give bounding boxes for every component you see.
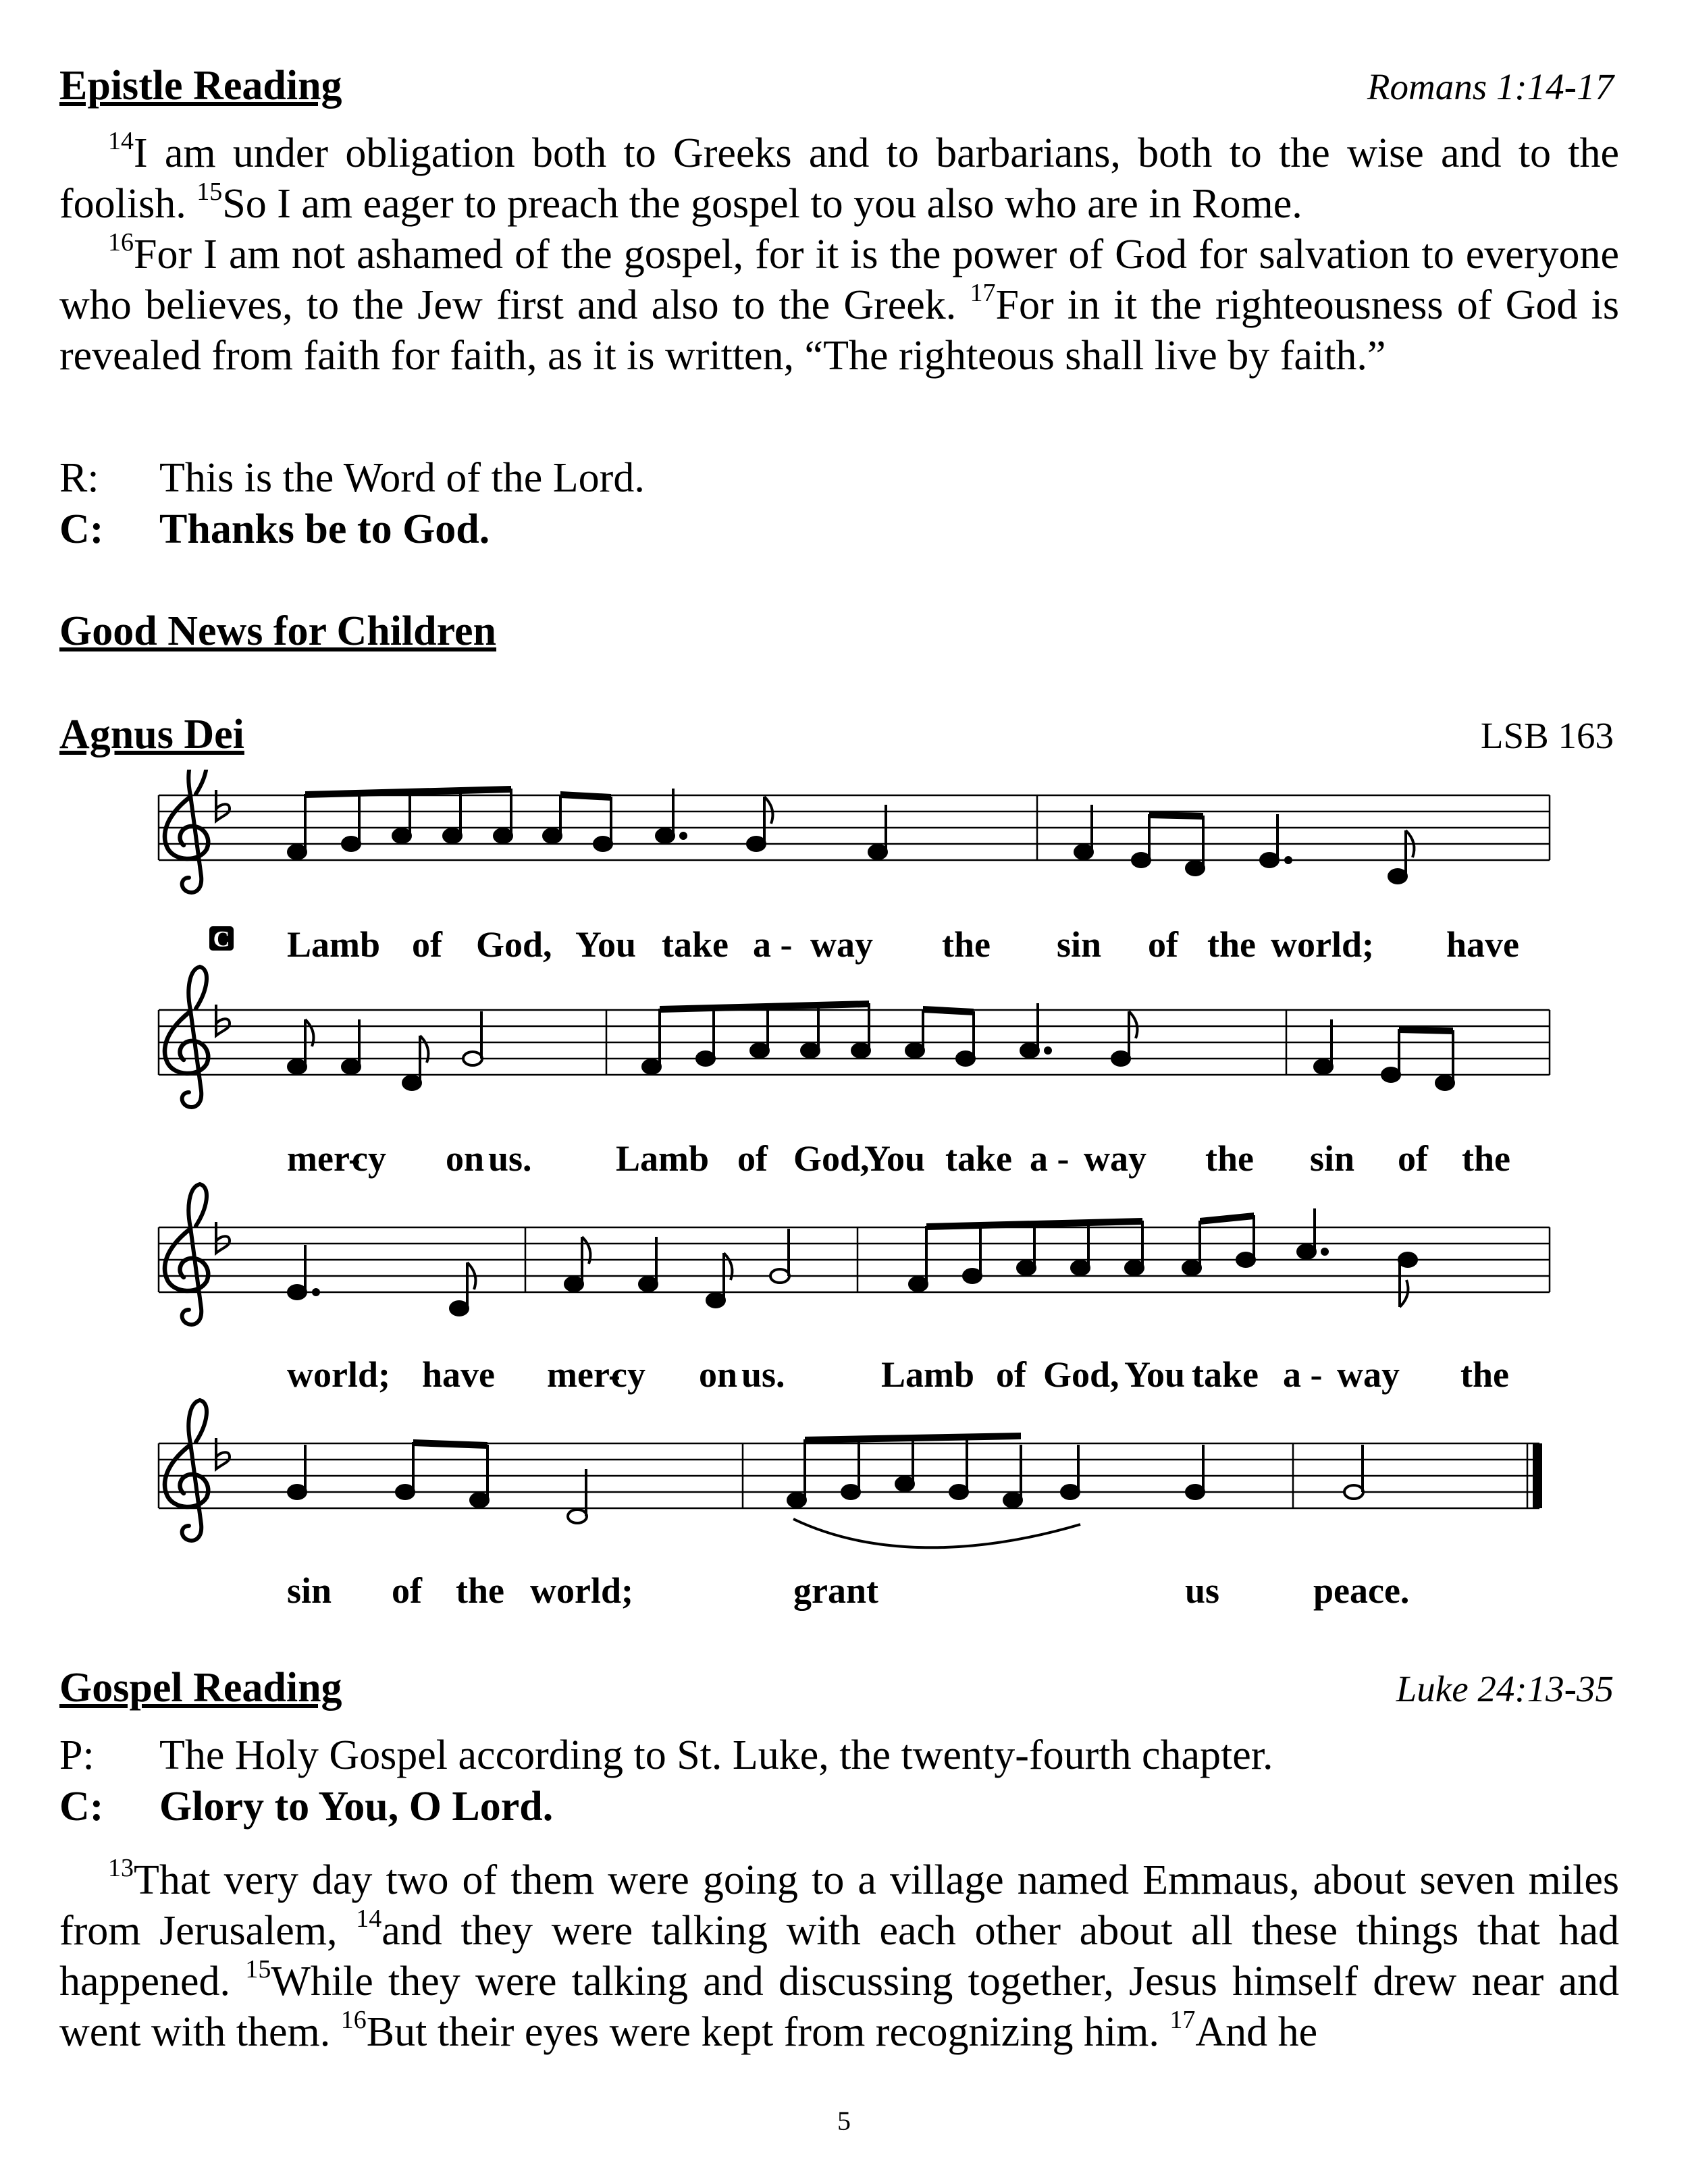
gospel-reference: Luke 24:13-35 bbox=[1396, 1668, 1614, 1709]
lyric-syllable: the bbox=[1462, 1138, 1510, 1179]
lyric-syllable: mer- bbox=[287, 1138, 361, 1179]
verse-number: 13 bbox=[108, 1854, 134, 1882]
verse-text: So I am eager to preach the gospel to you also who are in Rome. bbox=[222, 181, 1302, 227]
final-barline-icon bbox=[1533, 1443, 1542, 1508]
response-text: Glory to You, O Lord. bbox=[159, 1784, 554, 1830]
lyric-syllable: sin bbox=[287, 1570, 332, 1611]
agnus-hymnal-reference: LSB 163 bbox=[1480, 715, 1614, 756]
treble-clef-icon bbox=[165, 1400, 208, 1541]
verse-number: 14 bbox=[108, 127, 134, 155]
lyric-syllable: the bbox=[456, 1570, 504, 1611]
lyric-syllable: cy bbox=[611, 1354, 645, 1395]
staff-system-4 bbox=[159, 1400, 1542, 1547]
lyric-syllable: of bbox=[412, 924, 442, 965]
verse-number: 17 bbox=[970, 279, 996, 307]
lyric-syllable: Lamb bbox=[287, 924, 381, 965]
slur bbox=[793, 1519, 1080, 1547]
lyric-syllable: grant bbox=[793, 1570, 878, 1611]
response-text: This is the Word of the Lord. bbox=[159, 455, 645, 501]
verse-number: 17 bbox=[1169, 2006, 1196, 2034]
page-number: 5 bbox=[837, 2106, 851, 2136]
response-congregation bbox=[59, 504, 490, 555]
response-label: P: bbox=[59, 1732, 95, 1778]
lyric-syllable: God, bbox=[1043, 1354, 1119, 1395]
lyric-syllable: a - bbox=[1030, 1138, 1070, 1179]
children-heading: Good News for Children bbox=[59, 608, 497, 654]
treble-clef-icon bbox=[165, 967, 208, 1107]
verse-number: 16 bbox=[108, 228, 134, 257]
beams bbox=[305, 786, 1203, 820]
epistle-paragraph-1 bbox=[59, 128, 1619, 230]
treble-clef-icon bbox=[165, 770, 208, 893]
notes bbox=[288, 1208, 1417, 1315]
lyric-syllable: mer- bbox=[547, 1354, 621, 1395]
lyric-syllable: of bbox=[996, 1354, 1026, 1395]
gospel-heading: Gospel Reading bbox=[59, 1665, 342, 1711]
beams bbox=[660, 1001, 1453, 1034]
response-label: C: bbox=[59, 506, 104, 552]
lyric-syllable: sin bbox=[1057, 924, 1102, 965]
lyric-syllable: You bbox=[575, 924, 637, 965]
lyric-syllable: the bbox=[1460, 1354, 1509, 1395]
staff-system-3 bbox=[159, 1184, 1550, 1325]
lyric-syllable: the bbox=[1207, 924, 1256, 965]
response-reader bbox=[59, 452, 645, 504]
lyric-syllable: way bbox=[1337, 1354, 1400, 1395]
lyric-syllable: of bbox=[392, 1570, 422, 1611]
lyric-syllable: world; bbox=[530, 1570, 633, 1611]
lyric-syllable: way bbox=[1084, 1138, 1146, 1179]
lyric-syllable: take bbox=[945, 1138, 1012, 1179]
verse-text: And he bbox=[1195, 2009, 1318, 2055]
lyric-syllable: of bbox=[1148, 924, 1178, 965]
lyric-syllable: on bbox=[446, 1138, 485, 1179]
lyric-syllable: peace. bbox=[1313, 1570, 1410, 1611]
verse-text: That very day two of them were going to a village named Emmaus, about seven miles from Jerusalem, bbox=[59, 1857, 1619, 1954]
lyric-syllable: the bbox=[1205, 1138, 1254, 1179]
agnus-dei-score bbox=[0, 770, 1688, 1641]
verse-text: But their eyes were kept from recognizing him. bbox=[366, 2009, 1170, 2055]
verse-text: For in it the righteousness of God is revealed from faith for faith, as it is written, “The righteous shall live by faith.” bbox=[59, 282, 1619, 379]
lyric-syllable: on bbox=[699, 1354, 738, 1395]
lyric-syllable: us. bbox=[741, 1354, 785, 1395]
lyric-syllable: have bbox=[422, 1354, 495, 1395]
lyric-syllable: us bbox=[1185, 1570, 1220, 1611]
lyric-syllable: have bbox=[1446, 924, 1519, 965]
lyric-syllable: You bbox=[1124, 1354, 1186, 1395]
verse-text: and they were talking with each other about all these things that had happened. bbox=[59, 1908, 1619, 2004]
lyric-syllable: cy bbox=[352, 1138, 386, 1179]
lyric-syllable: world; bbox=[1271, 924, 1374, 965]
verse-number: 15 bbox=[245, 1955, 271, 1983]
gospel-paragraph bbox=[59, 1855, 1619, 2058]
verse-number: 14 bbox=[356, 1905, 382, 1933]
epistle-heading: Epistle Reading bbox=[59, 63, 342, 109]
response-text: The Holy Gospel according to St. Luke, the twenty-fourth chapter. bbox=[159, 1732, 1273, 1778]
response-text: Thanks be to God. bbox=[159, 506, 490, 552]
epistle-paragraph-2 bbox=[59, 230, 1619, 381]
verse-text: While they were talking and discussing together, Jesus himself drew near and went with them. bbox=[59, 1959, 1619, 2055]
agnus-heading: Agnus Dei bbox=[59, 712, 244, 757]
verse-number: 16 bbox=[340, 2006, 367, 2034]
lyric-syllable: sin bbox=[1310, 1138, 1355, 1179]
lyric-syllable: Lamb bbox=[616, 1138, 710, 1179]
lyric-syllable: way bbox=[810, 924, 873, 965]
lyric-syllable: You bbox=[864, 1138, 926, 1179]
lyric-syllable: the bbox=[942, 924, 991, 965]
lyric-syllable: take bbox=[1192, 1354, 1259, 1395]
verse-number: 15 bbox=[196, 178, 223, 206]
lyric-syllable: Lamb bbox=[881, 1354, 975, 1395]
beams bbox=[413, 1433, 1021, 1449]
epistle-reference: Romans 1:14-17 bbox=[1367, 66, 1614, 107]
lyric-syllable: of bbox=[737, 1138, 768, 1179]
lyric-syllable: a - bbox=[1283, 1354, 1323, 1395]
lyric-syllable: a - bbox=[753, 924, 793, 965]
verse-text: I am under obligation both to Greeks and to barbarians, both to the wise and to the foolish. bbox=[59, 130, 1619, 227]
treble-clef-icon bbox=[165, 1184, 208, 1325]
congregation-marker-letter: C bbox=[213, 927, 230, 952]
lyric-syllable: God, bbox=[476, 924, 552, 965]
notes bbox=[288, 1003, 1454, 1090]
lyric-syllable: God, bbox=[793, 1138, 870, 1179]
lyric-syllable: take bbox=[662, 924, 729, 965]
response-label: C: bbox=[59, 1784, 104, 1830]
verse-text: For I am not ashamed of the gospel, for it is the power of God for salvation to everyone who believes, to the Jew first and also to the Greek. bbox=[59, 232, 1619, 328]
lyric-syllable: world; bbox=[287, 1354, 390, 1395]
response-congregation bbox=[59, 1781, 553, 1832]
lyric-syllable: us. bbox=[488, 1138, 532, 1179]
response-label: R: bbox=[59, 455, 99, 501]
notes bbox=[288, 1435, 1363, 1523]
lyric-syllable: of bbox=[1398, 1138, 1428, 1179]
response-pastor bbox=[59, 1730, 1273, 1781]
staff-system-2 bbox=[159, 967, 1550, 1107]
